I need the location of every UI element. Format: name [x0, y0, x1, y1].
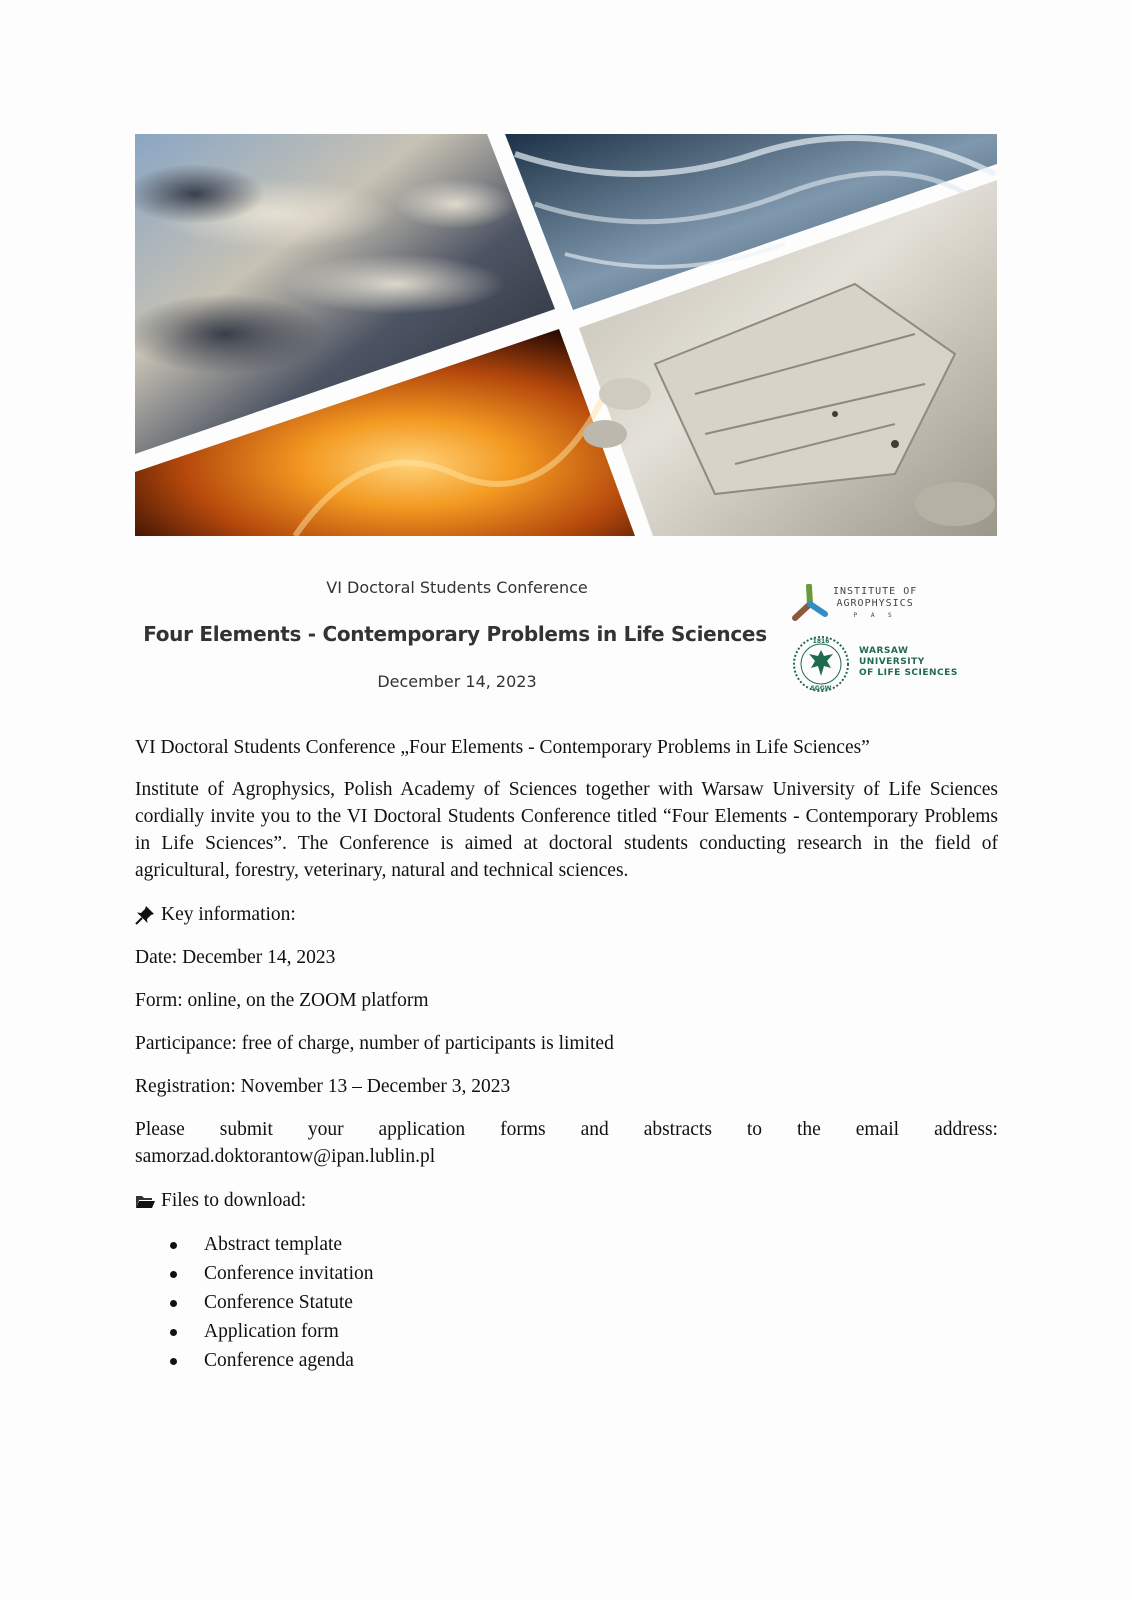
agrophysics-tripod-icon: [791, 584, 829, 622]
files-heading: [135, 1187, 998, 1214]
intro-paragraph: Institute of Agrophysics, Polish Academy of Sciences together with Warsaw University of Life Sciences cordially invite you to the VI Doctoral Students Conference titled “Four Elements - Contemporary Problems in Life Sciences”. The Conference is aimed at doctoral students conducting research in the field of agricultural, forestry, veterinary, natural and technical sciences.: [135, 779, 998, 881]
sggw-eagle-seal-icon: [791, 634, 851, 694]
submission-instructions-line: Please submit your application forms and abstracts to the email address:: [135, 1119, 998, 1140]
file-application-form[interactable]: Application form: [170, 1317, 998, 1346]
key-information-heading: [135, 901, 998, 928]
banner-date: December 14, 2023: [377, 672, 537, 691]
open-folder-icon: [135, 1191, 155, 1211]
four-elements-collage: [135, 134, 997, 536]
files-label: Files to download:: [161, 1190, 307, 1211]
logo-ia-line2: AGROPHYSICS: [836, 598, 914, 609]
logo-sggw-line1: WARSAW: [859, 646, 909, 656]
seal-abbr: SGGW: [810, 685, 832, 692]
banner-image: [135, 134, 997, 536]
pushpin-icon: [135, 905, 155, 925]
file-conference-agenda[interactable]: Conference agenda: [170, 1346, 998, 1375]
institute-of-agrophysics-logo: [791, 584, 971, 624]
banner-subtitle: VI Doctoral Students Conference: [326, 578, 588, 597]
seal-year: 1816: [812, 638, 830, 645]
warsaw-university-logo: [791, 634, 971, 694]
logo-sggw-line2: UNIVERSITY: [859, 657, 925, 667]
file-abstract-template[interactable]: Abstract template: [170, 1230, 998, 1259]
info-form: Form: online, on the ZOOM platform: [135, 990, 429, 1011]
info-participance: Participance: free of charge, number of participants is limited: [135, 1033, 614, 1054]
email-address-link[interactable]: samorzad.doktorantow@ipan.lublin.pl: [135, 1146, 436, 1167]
key-information-label: Key information:: [161, 904, 296, 925]
file-conference-statute[interactable]: Conference Statute: [170, 1288, 998, 1317]
file-conference-invitation[interactable]: Conference invitation: [170, 1259, 998, 1288]
article-heading: VI Doctoral Students Conference „Four Elements - Contemporary Problems in Life Sciences”: [135, 737, 870, 758]
submission-instructions: [135, 1116, 998, 1170]
logo-ia-line3: P A S: [853, 612, 897, 619]
article-body: [135, 734, 998, 1375]
info-date: Date: December 14, 2023: [135, 947, 336, 968]
banner-caption: [135, 570, 997, 700]
info-registration: Registration: November 13 – December 3, 2023: [135, 1076, 511, 1097]
logo-sggw-line3: OF LIFE SCIENCES: [859, 668, 958, 678]
files-list: [135, 1230, 998, 1375]
logo-ia-line1: INSTITUTE OF: [833, 586, 918, 597]
banner-title: Four Elements - Contemporary Problems in Life Sciences: [143, 622, 767, 646]
